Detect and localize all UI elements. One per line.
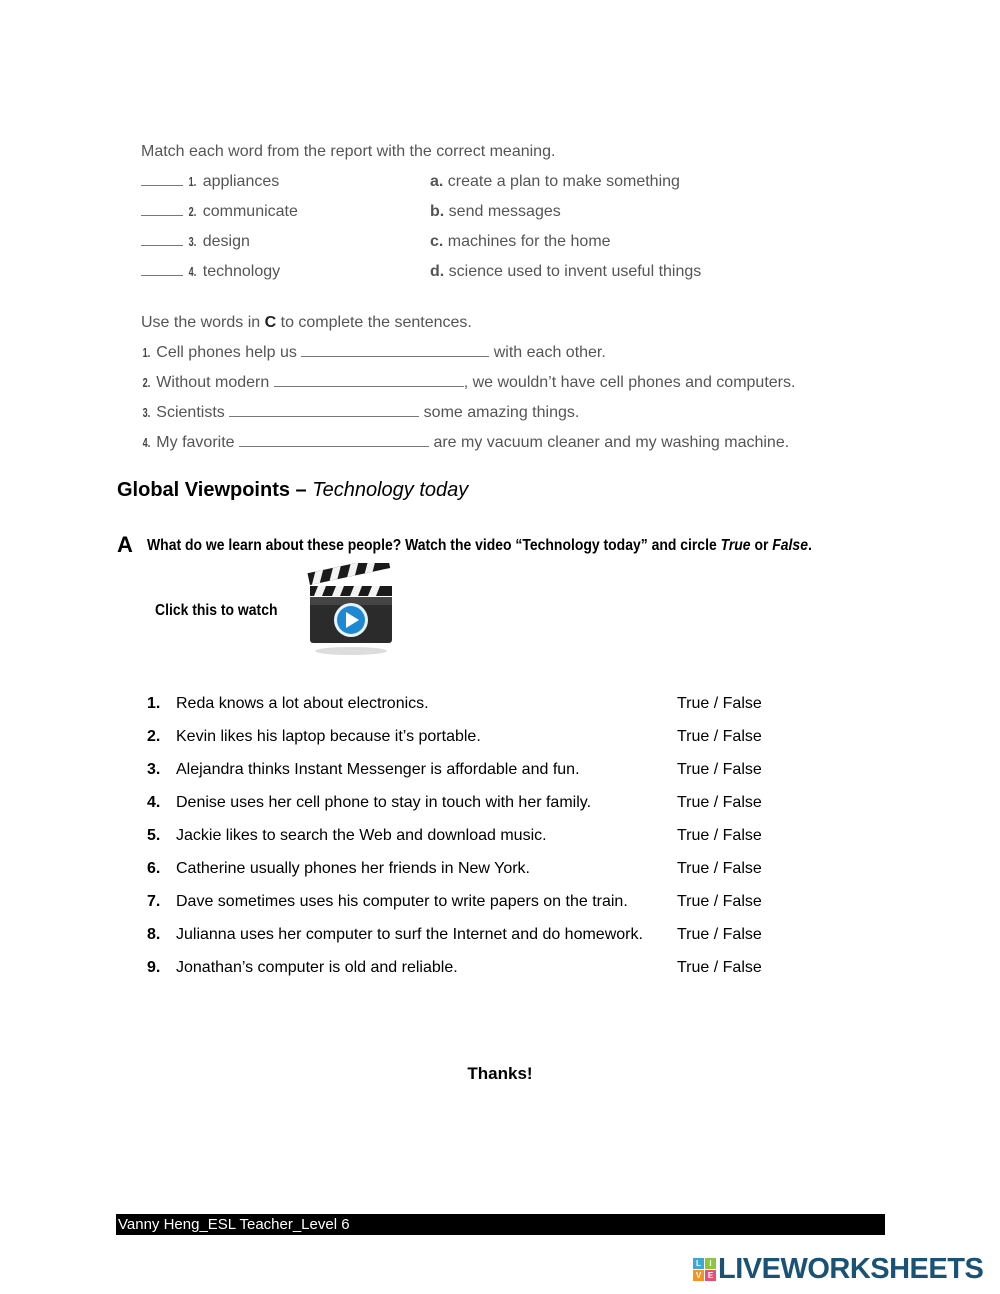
- question-text: What do we learn about these people? Watch the video “Technology today” and circle True or False.: [147, 537, 812, 554]
- footer-bar: Vanny Heng_ESL Teacher_Level 6: [116, 1214, 885, 1235]
- logo-text: LIVEWORKSHEETS: [718, 1253, 984, 1285]
- section-title: Global Viewpoints – Technology today: [117, 479, 469, 501]
- true-false-choice[interactable]: True / False: [677, 893, 762, 910]
- list-item: 1. Reda knows a lot about electronics. True / False: [147, 695, 762, 712]
- match-row: 4. technology: [141, 263, 280, 281]
- true-false-choice[interactable]: True / False: [677, 959, 762, 976]
- sentence-row: 4. My favorite are my vacuum cleaner and my washing machine.: [142, 434, 790, 451]
- answer-blank[interactable]: [141, 274, 183, 276]
- clapperboard-icon: [306, 563, 396, 657]
- list-item: 8. Julianna uses her computer to surf the Internet and do homework. True / False: [147, 926, 762, 943]
- sentence-row: 3. Scientists some amazing things.: [142, 404, 580, 421]
- liveworksheets-logo: [693, 1253, 984, 1285]
- meaning-row: c. machines for the home: [430, 233, 611, 250]
- list-item: 7. Dave sometimes uses his computer to write papers on the train. True / False: [147, 893, 762, 910]
- thanks-text: Thanks!: [467, 1064, 533, 1083]
- sentence-blank[interactable]: [239, 445, 429, 447]
- sentence-blank[interactable]: [274, 385, 464, 387]
- watch-label: Click this to watch: [155, 602, 278, 619]
- sentence-row: 2. Without modern , we wouldn’t have cell phones and computers.: [142, 374, 796, 391]
- answer-blank[interactable]: [141, 244, 183, 246]
- completion-instruction: Use the words in C to complete the sentences.: [141, 314, 472, 331]
- true-false-choice[interactable]: True / False: [677, 827, 762, 844]
- match-row: 1. appliances: [141, 173, 279, 191]
- meaning-row: b. send messages: [430, 203, 561, 220]
- true-false-choice[interactable]: True / False: [677, 794, 762, 811]
- answer-blank[interactable]: [141, 184, 183, 186]
- true-false-choice[interactable]: True / False: [677, 761, 762, 778]
- true-false-choice[interactable]: True / False: [677, 728, 762, 745]
- section-letter: A: [117, 532, 133, 557]
- list-item: 4. Denise uses her cell phone to stay in touch with her family. True / False: [147, 794, 762, 811]
- list-item: 2. Kevin likes his laptop because it’s portable. True / False: [147, 728, 762, 745]
- true-false-choice[interactable]: True / False: [677, 926, 762, 943]
- sentence-blank[interactable]: [301, 355, 489, 357]
- answer-blank[interactable]: [141, 214, 183, 216]
- match-row: 3. design: [141, 233, 250, 251]
- list-item: 9. Jonathan’s computer is old and reliable. True / False: [147, 959, 762, 976]
- list-item: 6. Catherine usually phones her friends in New York. True / False: [147, 860, 762, 877]
- true-false-choice[interactable]: True / False: [677, 695, 762, 712]
- list-item: 5. Jackie likes to search the Web and download music. True / False: [147, 827, 762, 844]
- match-row: 2. communicate: [141, 203, 298, 221]
- logo-tiles-icon: L I V E: [693, 1258, 716, 1281]
- sentence-row: 1. Cell phones help us with each other.: [142, 344, 606, 361]
- meaning-row: a. create a plan to make something: [430, 173, 680, 190]
- list-item: 3. Alejandra thinks Instant Messenger is affordable and fun. True / False: [147, 761, 762, 778]
- matching-instruction: Match each word from the report with the correct meaning.: [141, 143, 556, 160]
- sentence-blank[interactable]: [229, 415, 419, 417]
- meaning-row: d. science used to invent useful things: [430, 263, 702, 280]
- video-play-button[interactable]: [306, 563, 396, 657]
- true-false-choice[interactable]: True / False: [677, 860, 762, 877]
